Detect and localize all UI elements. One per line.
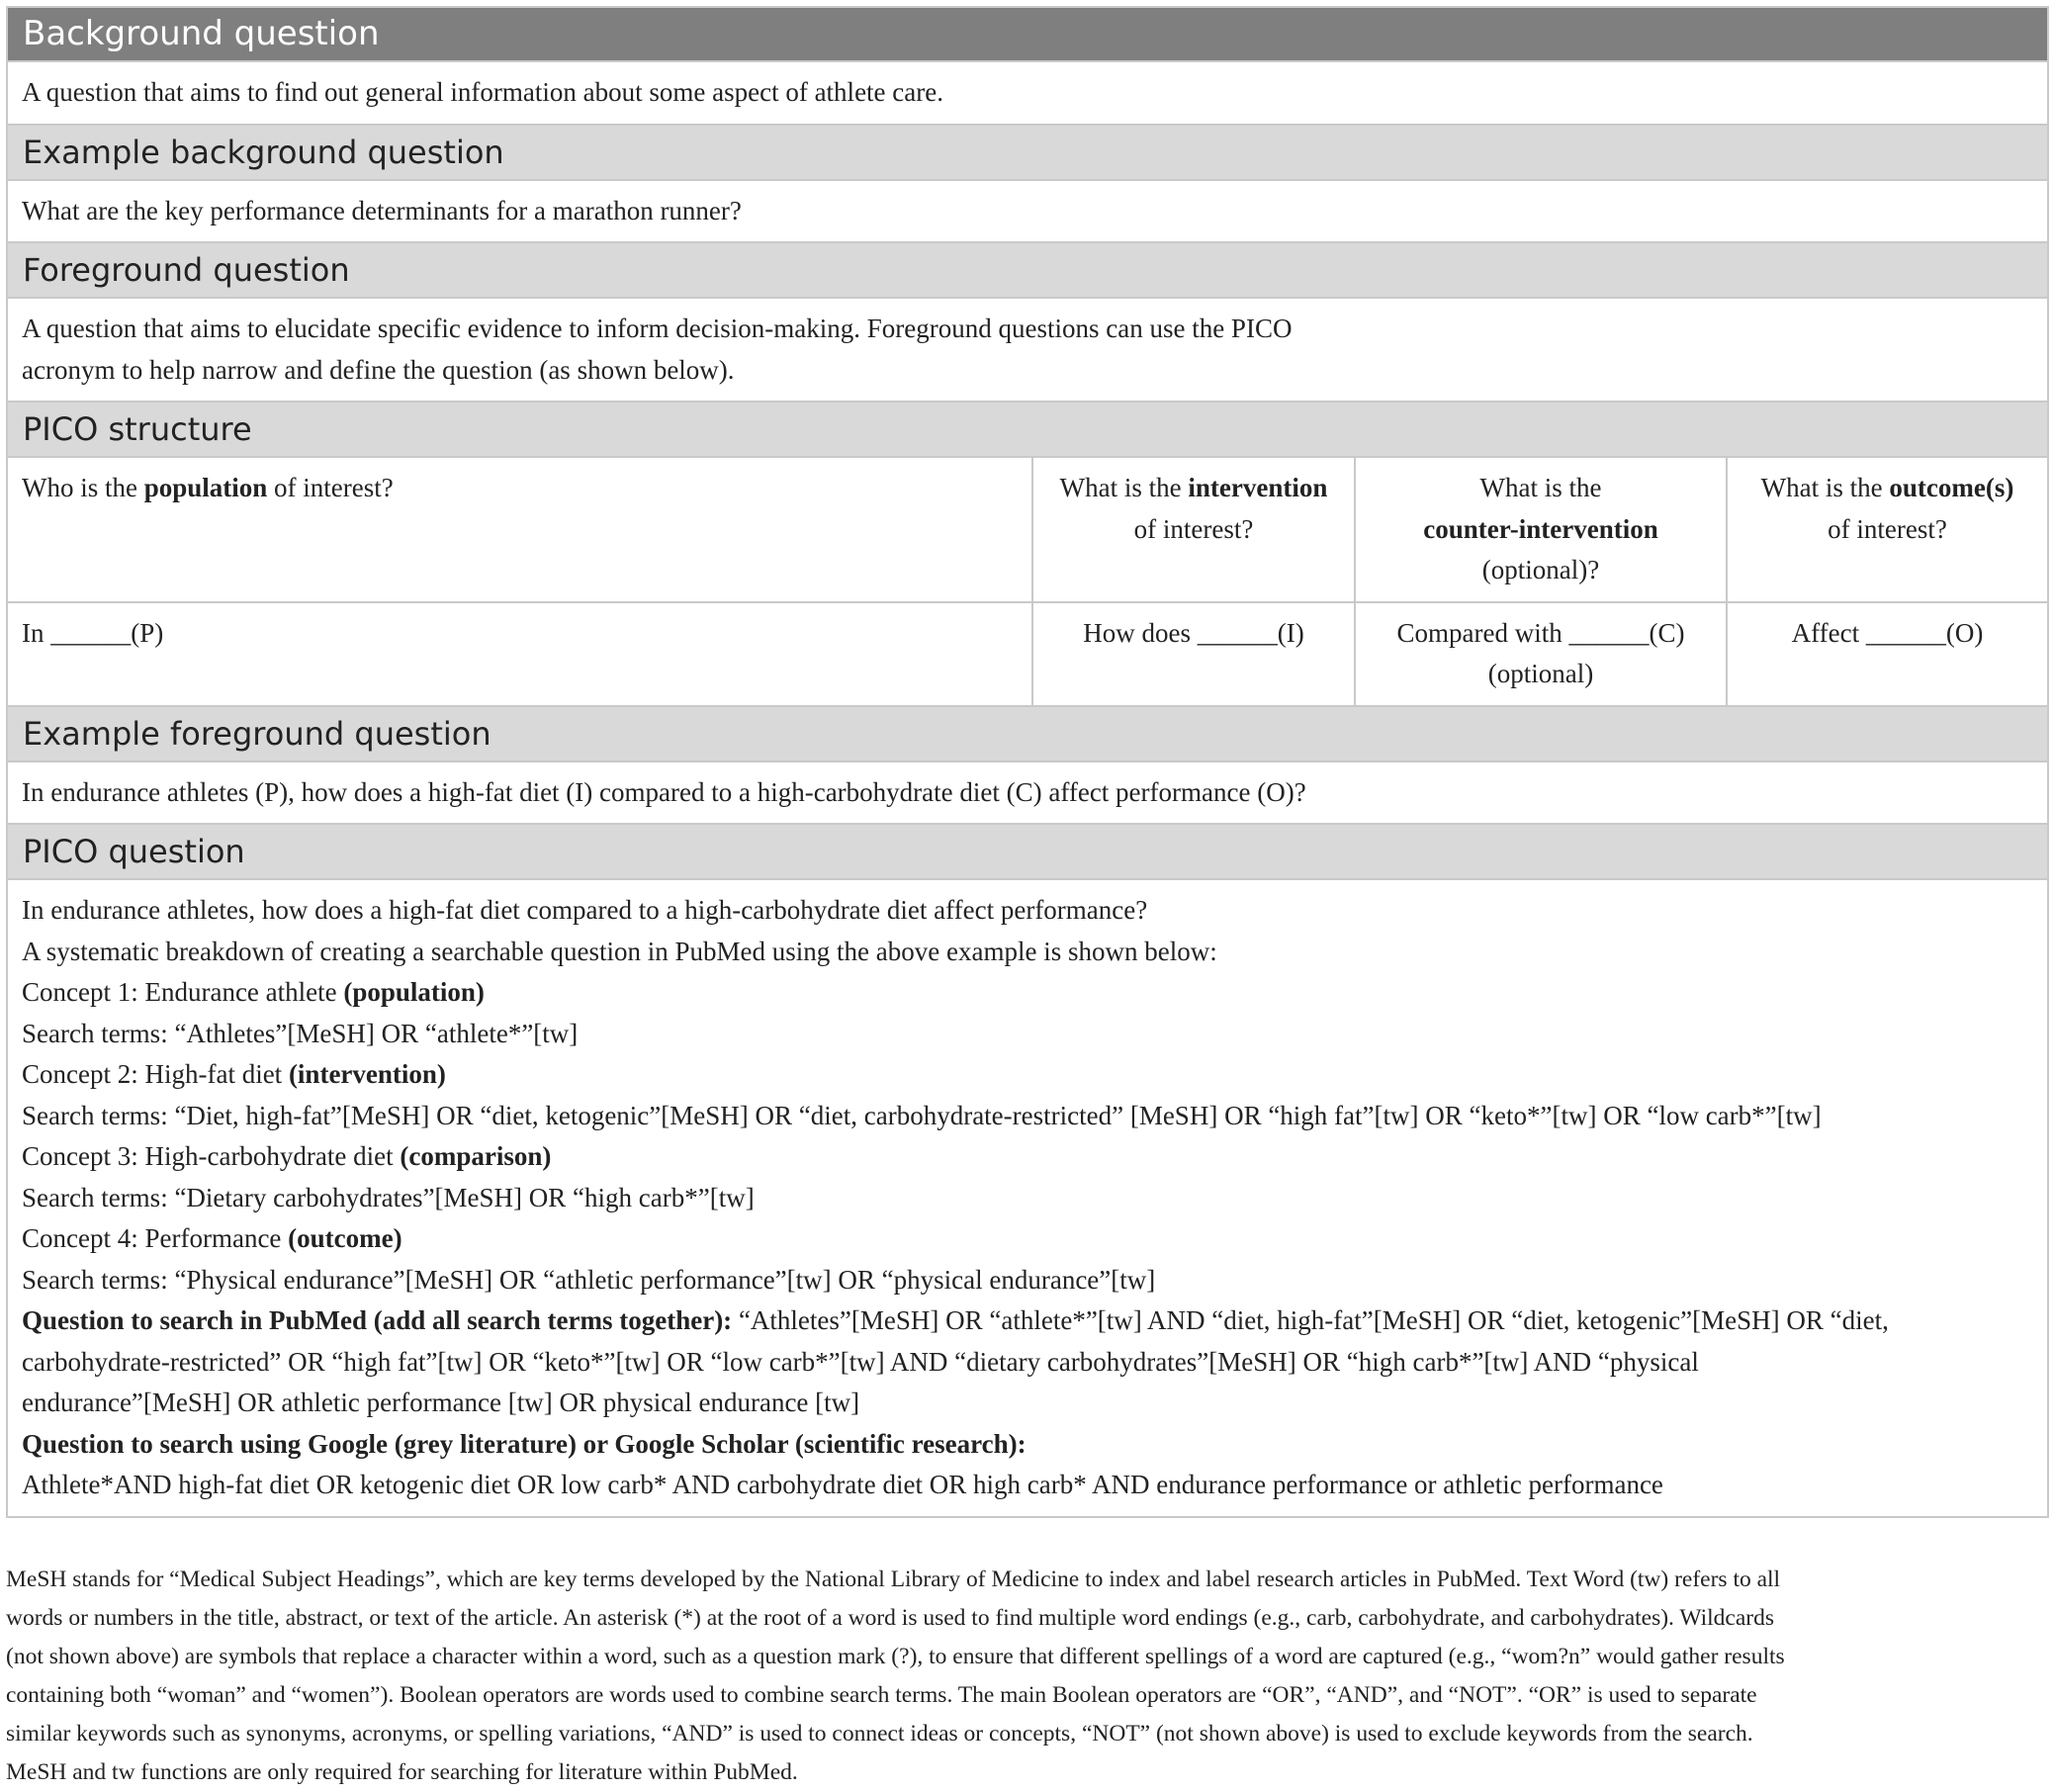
pico-table: [6, 6, 2049, 1518]
foreground-text-row: [7, 298, 2048, 402]
example-background-header-row: [7, 125, 2048, 180]
foreground-header-row: [7, 242, 2048, 298]
population-question: [7, 457, 1032, 602]
google-query-text: Athlete*AND high-fat diet OR ketogenic diet OR low carb* AND carbohydrate diet OR high carb* AND endurance performance or athletic performance: [22, 1470, 1663, 1499]
concept-1-label: Concept 1: Endurance athlete: [22, 977, 344, 1007]
example-background-text-row: [7, 180, 2048, 243]
concept-1-role: (population): [343, 977, 485, 1007]
example-foreground-heading: Example foreground question: [7, 706, 2048, 762]
population-post: of interest?: [267, 473, 394, 502]
pico-questions-row: [7, 457, 2048, 602]
background-question-text: A question that aims to find out general information about some aspect of athlete care.: [7, 61, 2048, 125]
pubmed-query-part-1: “Athletes”[MeSH] OR “athlete*”[tw] AND “diet, high-fat”[MeSH] OR “diet, ketogenic”[MeSH] OR “diet,: [732, 1305, 1889, 1335]
pico-question-body: [7, 879, 2048, 1517]
pico-structure-heading: PICO structure: [7, 402, 2048, 457]
concept-2-role: (intervention): [288, 1059, 446, 1089]
background-question-heading: Background question: [7, 7, 2048, 61]
footnote-line-4: containing both “woman” and “women”). Boolean operators are words used to combine search terms. The main Boolean operators are “OR”, “AND”, and “NOT”. “OR” is used to separate: [6, 1682, 1757, 1708]
google-query-label: Question to search using Google (grey literature) or Google Scholar (scientific research):: [22, 1428, 1027, 1459]
search-terms-4: Search terms: “Physical endurance”[MeSH] OR “athletic performance”[tw] OR “physical endurance”[tw]: [22, 1264, 1156, 1295]
table-footnote: [6, 1561, 2045, 1792]
foreground-line-1: A question that aims to elucidate specific evidence to inform decision-making. Foreground questions can use the PICO: [22, 314, 1293, 343]
pubmed-query-line-1: [22, 1300, 2033, 1342]
pubmed-query-line-3: endurance”[MeSH] OR athletic performance [tw] OR physical endurance [tw]: [22, 1388, 860, 1417]
counter-fill: [1355, 602, 1727, 706]
pico-question-body-row: [7, 879, 2048, 1517]
outcome-bold: outcome(s): [1889, 473, 2014, 502]
pubmed-query-line-2: carbohydrate-restricted” OR “high fat”[tw] OR “keto*”[tw] OR “low carb*”[tw] AND “dietary carbohydrates”[MeSH] OR “high carb*”[tw] AND “physical: [22, 1346, 1699, 1377]
example-background-text: What are the key performance determinants for a marathon runner?: [7, 180, 2048, 243]
counter-intervention-question: [1355, 457, 1727, 602]
pico-question-text: In endurance athletes, how does a high-fat diet compared to a high-carbohydrate diet affect performance?: [22, 895, 1148, 925]
footnote-line-2: words or numbers in the title, abstract, or text of the article. An asterisk (*) at the root of a word is used to find multiple word endings (e.g., carb, carbohydrate, and carbohydrates). Wildcards: [6, 1605, 1775, 1631]
concept-4-label: Concept 4: Performance: [22, 1223, 289, 1253]
pico-fill-row: [7, 602, 2048, 706]
search-terms-1: Search terms: “Athletes”[MeSH] OR “athlete*”[tw]: [22, 1018, 579, 1048]
pico-intro-text: A systematic breakdown of creating a searchable question in PubMed using the above example is shown below:: [22, 936, 1217, 966]
counter-pre: What is the: [1479, 473, 1602, 502]
footnote-line-5: similar keywords such as synonyms, acronyms, or spelling variations, “AND” is used to connect ideas or concepts, “NOT” (not shown above) is used to exclude keywords from the search.: [6, 1721, 1753, 1747]
example-foreground-text-row: [7, 762, 2048, 825]
concept-3: [22, 1136, 2033, 1178]
outcome-question: [1727, 457, 2048, 602]
concept-3-role: (comparison): [400, 1141, 552, 1171]
concept-2: [22, 1054, 2033, 1096]
background-header-row: [7, 7, 2048, 61]
intervention-bold: intervention: [1188, 473, 1328, 502]
intervention-post: of interest?: [1133, 513, 1254, 544]
counter-bold: counter-intervention: [1423, 513, 1658, 544]
counter-post: (optional)?: [1481, 555, 1600, 584]
search-terms-3: Search terms: “Dietary carbohydrates”[MeSH] OR “high carb*”[tw]: [22, 1182, 755, 1212]
example-foreground-text: In endurance athletes (P), how does a high-fat diet (I) compared to a high-carbohydrate diet (C) affect performance (O)?: [7, 762, 2048, 825]
foreground-question-text: [7, 298, 2048, 402]
concept-4: [22, 1218, 2033, 1260]
concept-2-label: Concept 2: High-fat diet: [22, 1059, 289, 1089]
pico-structure-header-row: [7, 402, 2048, 457]
example-background-heading: Example background question: [7, 125, 2048, 180]
counter-fill-1: Compared with ______(C): [1396, 617, 1685, 648]
concept-1: [22, 972, 2033, 1014]
population-pre: Who is the: [22, 473, 144, 502]
counter-fill-2: (optional): [1487, 659, 1594, 688]
search-terms-2: Search terms: “Diet, high-fat”[MeSH] OR “diet, ketogenic”[MeSH] OR “diet, carbohydrate-restricted” [MeSH] OR “high fat”[tw] OR “keto*”[tw] OR “low carb*”[tw]: [22, 1100, 1822, 1130]
outcome-post: of interest?: [1828, 513, 1947, 544]
outcome-pre: What is the: [1760, 473, 1890, 502]
pubmed-query-label: Question to search in PubMed (add all search terms together):: [22, 1305, 733, 1335]
pico-question-heading: PICO question: [7, 824, 2048, 879]
concept-4-role: (outcome): [288, 1223, 402, 1253]
example-foreground-header-row: [7, 706, 2048, 762]
footnote-line-6: MeSH and tw functions are only required for searching for literature within PubMed.: [6, 1759, 798, 1785]
pico-table-container: [6, 6, 2047, 1518]
intervention-question: [1032, 457, 1355, 602]
population-fill: In ______(P): [7, 602, 1032, 706]
population-bold: population: [143, 473, 268, 502]
pico-question-header-row: [7, 824, 2048, 879]
background-text-row: [7, 61, 2048, 125]
foreground-line-2: acronym to help narrow and define the question (as shown below).: [22, 354, 735, 385]
concept-3-label: Concept 3: High-carbohydrate diet: [22, 1141, 401, 1171]
footnote-line-3: (not shown above) are symbols that replace a character within a word, such as a question mark (?), to ensure that different spellings of a word are captured (e.g., “wom?n” would gather results: [6, 1644, 1785, 1669]
foreground-question-heading: Foreground question: [7, 242, 2048, 298]
outcome-fill: Affect ______(O): [1727, 602, 2048, 706]
intervention-pre: What is the: [1059, 473, 1189, 502]
footnote-line-1: MeSH stands for “Medical Subject Headings”, which are key terms developed by the National Library of Medicine to index and label research articles in PubMed. Text Word (tw) refers to all: [6, 1567, 1781, 1592]
intervention-fill: How does ______(I): [1032, 602, 1355, 706]
